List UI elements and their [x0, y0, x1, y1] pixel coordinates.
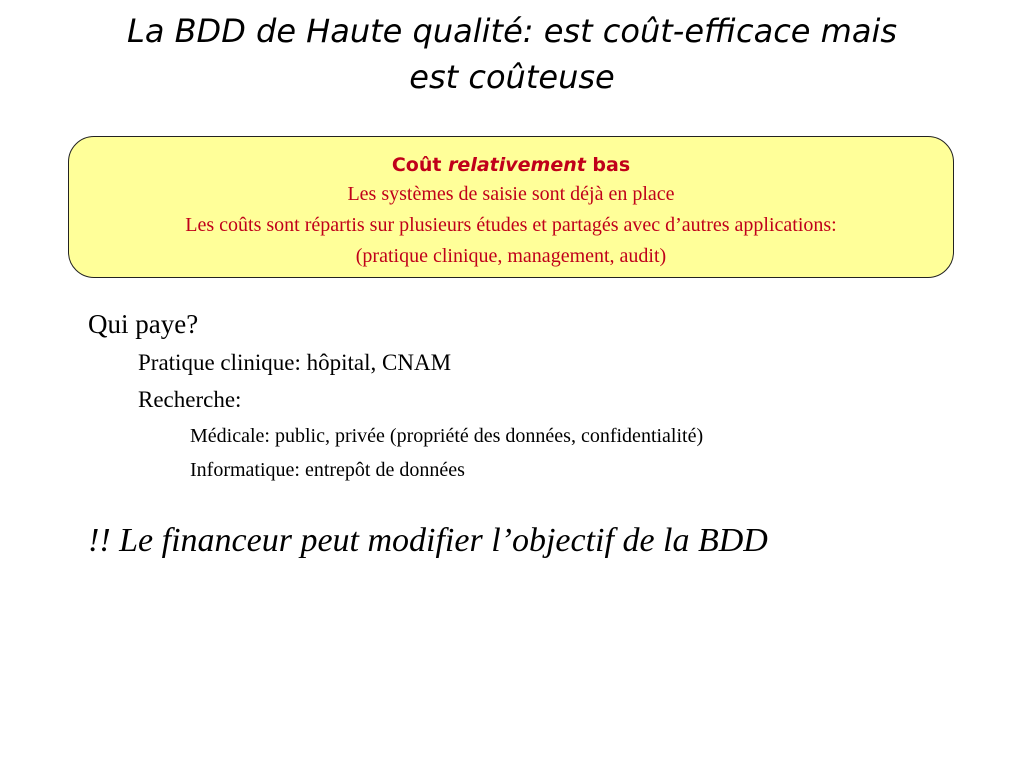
bullet-medical-research: Médicale: public, privée (propriété des données, confidentialité) [190, 425, 704, 447]
slide-title [40, 8, 984, 100]
highlight-box-heading [69, 151, 953, 179]
highlight-box-line-2: Les coûts sont répartis sur plusieurs études et partagés avec d’autres applications: [185, 214, 837, 236]
bullet-informatics-research: Informatique: entrepôt de données [190, 459, 465, 481]
highlight-box [68, 136, 954, 278]
highlight-box-line-3: (pratique clinique, management, audit) [355, 245, 667, 267]
slide-title-line-1: La BDD de Haute qualité: est coût-efficace mais [126, 12, 897, 50]
bullet-research: Recherche: [138, 387, 242, 412]
highlight-box-line-1: Les systèmes de saisie sont déjà en place [347, 183, 675, 205]
bullet-clinical-practice: Pratique clinique: hôpital, CNAM [138, 350, 452, 375]
heading-text-low: bas [585, 154, 631, 176]
heading-text-relatively: relativement [448, 154, 586, 176]
slide-title-line-2: est coûteuse [409, 58, 615, 96]
bullet-who-pays: Qui paye? [88, 309, 199, 339]
funder-warning-note: !! Le financeur peut modifier l’objectif de la BDD [88, 522, 768, 559]
heading-text-cost: Coût [391, 154, 449, 176]
